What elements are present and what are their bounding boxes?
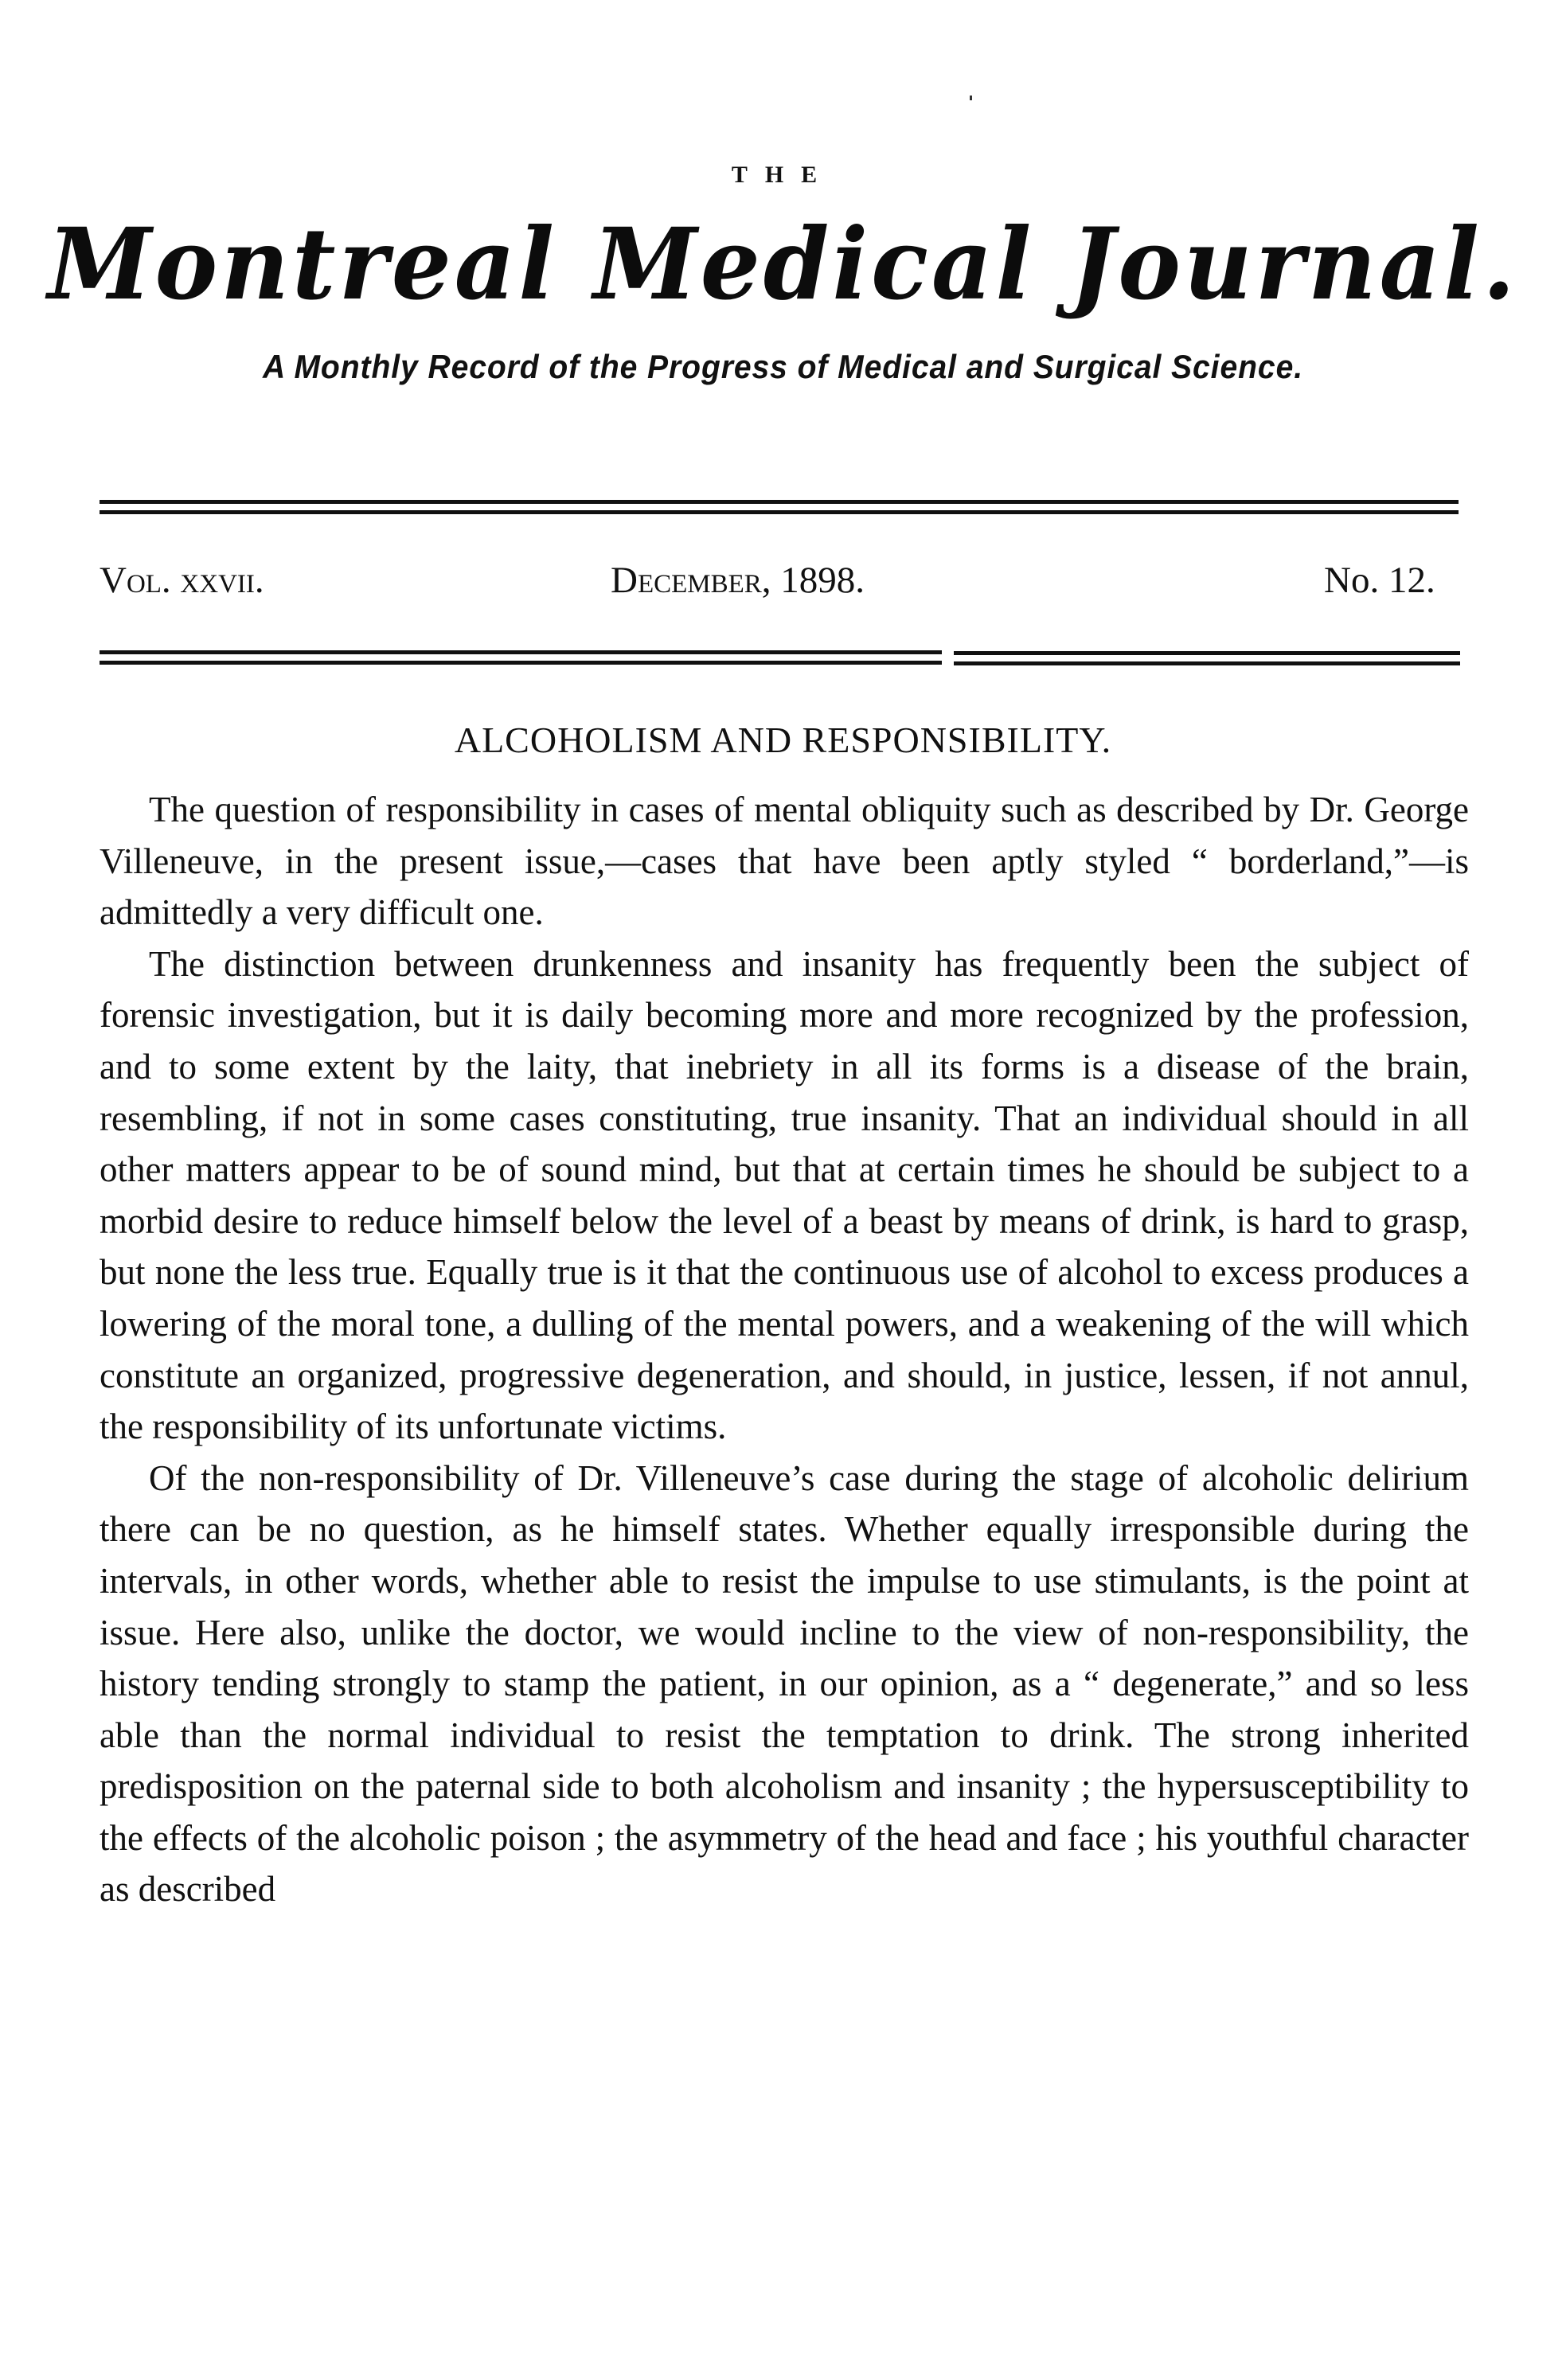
print-speck bbox=[970, 96, 972, 100]
issue-date: December, 1898. bbox=[611, 560, 865, 601]
journal-subtitle: A Monthly Record of the Progress of Medical and Surgical Science. bbox=[262, 348, 1303, 385]
article-body bbox=[100, 784, 1469, 1915]
issue-number: No. 12. bbox=[1324, 560, 1435, 601]
article-paragraph: The distinction between drunkenness and insanity has frequently been the subject of forensic investigation, but it is daily becoming more and more recognized by the profession, and to some extent by the laity, that inebriety in all its forms is a disease of the brain, resembling, if not in some cases constituting, true insanity. That an individual should in all other matters appear to be of sound mind, but that at certain times he should be subject to a morbid desire to reduce himself below the level of a beast by means of drink, is hard to grasp, but none the less true. Equally true is it that the continuous use of alcohol to excess produces a lowering of the moral tone, a dulling of the mental powers, and a weakening of the will which constitute an organized, progressive degeneration, and should, in justice, lessen, if not annul, the responsibility of its unfortunate victims. bbox=[100, 943, 1469, 1447]
article-title: ALCOHOLISM AND RESPONSIBILITY. bbox=[454, 720, 1112, 760]
journal-title: Montreal Medical Journal. bbox=[47, 205, 1519, 322]
issue-info-line bbox=[100, 559, 1469, 607]
volume-label: Vol. xxvii. bbox=[100, 560, 264, 601]
top-double-rule bbox=[100, 500, 1459, 514]
masthead-the: THE bbox=[731, 162, 835, 188]
bottom-double-rule-right bbox=[954, 651, 1460, 665]
bottom-double-rule-left bbox=[100, 650, 942, 665]
article-paragraph: The question of responsibility in cases of mental obliquity such as described by Dr. George Villeneuve, in the present issue,—cases that have been aptly styled “ borderland,”—is admittedly a very difficult one. bbox=[100, 790, 1469, 933]
article-paragraph: Of the non-responsibility of Dr. Villeneuve’s case during the stage of alcoholic delirium there can be no question, as he himself states. Whether equally irresponsible during the intervals, in other words, whether able to resist the impulse to use stimulants, is the point at issue. Here also, unlike the doctor, we would incline to the view of non-responsibility, the history tending strongly to stamp the patient, in our opinion, as a “ degenerate,” and so less able than the normal individual to resist the temptation to drink. The strong inherited predisposition on the paternal side to both alcoholism and insanity ; the hypersusceptibility to the effects of the alcoholic poison ; the asymmetry of the head and face ; his youthful character as described bbox=[100, 1457, 1469, 1910]
